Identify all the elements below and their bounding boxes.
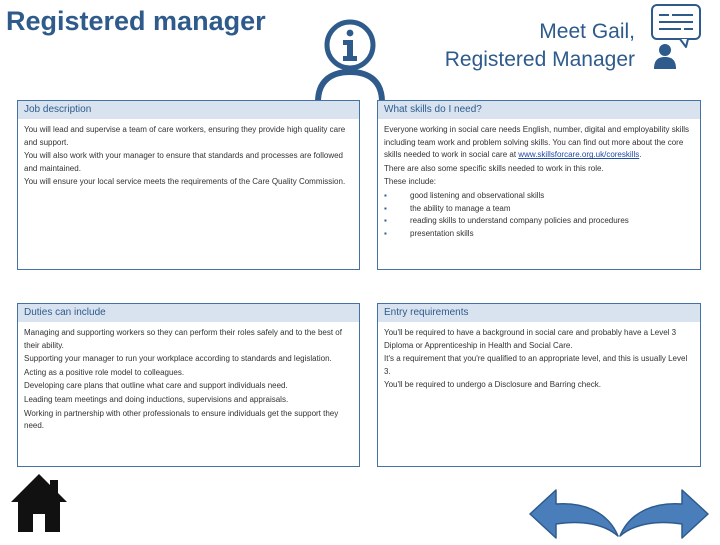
job-description-text-3: You will ensure your local service meets the requirements of the Care Quality Commission. (24, 177, 346, 187)
entry-requirements-panel (377, 303, 701, 467)
duties-text-4: Developing care plans that outline what care and support individuals need. (24, 381, 288, 391)
subtitle-line-2: Registered Manager (444, 48, 635, 71)
home-icon[interactable] (9, 472, 69, 539)
job-description-text-1: You will lead and supervise a team of care workers, ensuring they provide high quality care and support. (24, 125, 346, 147)
entry-requirements-heading: Entry requirements (378, 304, 700, 322)
forward-arrow-icon[interactable] (616, 486, 712, 545)
subtitle-line-1: Meet Gail, (539, 20, 635, 43)
duties-text-3: Acting as a positive role model to colleagues. (24, 367, 185, 377)
skills-list-item: ▪ good listening and observational skills (384, 190, 694, 203)
page-subtitle (400, 18, 635, 74)
entry-text-1: You'll be required to have a background in social care and probably have a Level 3 Diploma or Apprenticeship in Health and Social Care. (384, 328, 677, 350)
duties-panel (17, 303, 360, 467)
duties-text-5: Leading team meetings and doing inductions, supervisions and appraisals. (24, 394, 289, 404)
speech-bubble-person-icon (648, 3, 708, 78)
skills-include-label: These include: (384, 177, 437, 187)
skills-intro (384, 124, 694, 162)
entry-text-3: You'll be required to undergo a Disclosure and Barring check. (384, 380, 601, 390)
skills-list-item: ▪ the ability to manage a team (384, 203, 694, 216)
skills-panel (377, 100, 701, 270)
skills-intro-end: . (639, 150, 642, 160)
entry-text-2: It's a requirement that you're qualified to an appropriate level, and this is usually Level 3. (384, 354, 688, 376)
info-person-icon (310, 12, 390, 109)
core-skills-link[interactable]: www.skillsforcare.org.uk/coreskills (518, 150, 640, 160)
back-arrow-icon[interactable] (526, 486, 622, 545)
job-description-text-2: You will also work with your manager to ensure that standards and processes are followed and maintained. (24, 151, 343, 173)
duties-text-1: Managing and supporting workers so they can perform their roles safely and to the best of their ability. (24, 328, 342, 350)
page-title: Registered manager (6, 6, 266, 36)
duties-heading: Duties can include (18, 304, 359, 322)
skills-list (384, 190, 694, 240)
skills-specific-text: There are also some specific skills needed to work in this role. (384, 163, 604, 173)
skills-heading: What skills do I need? (378, 101, 700, 119)
skills-intro-text: Everyone working in social care needs English, number, digital and employability skills including team work and problem solving skills. You can find out more about the core skills needed to work in social care at (384, 125, 690, 160)
job-description-panel (17, 100, 360, 270)
skills-list-item: ▪ reading skills to understand company policies and procedures (384, 215, 694, 228)
duties-text-2: Supporting your manager to run your workplace according to standards and legislation. (24, 354, 332, 364)
duties-text-6: Working in partnership with other professionals to ensure individuals get the support they need. (24, 408, 339, 431)
job-description-heading: Job description (18, 101, 359, 119)
skills-list-item: ▪ presentation skills (384, 228, 694, 241)
